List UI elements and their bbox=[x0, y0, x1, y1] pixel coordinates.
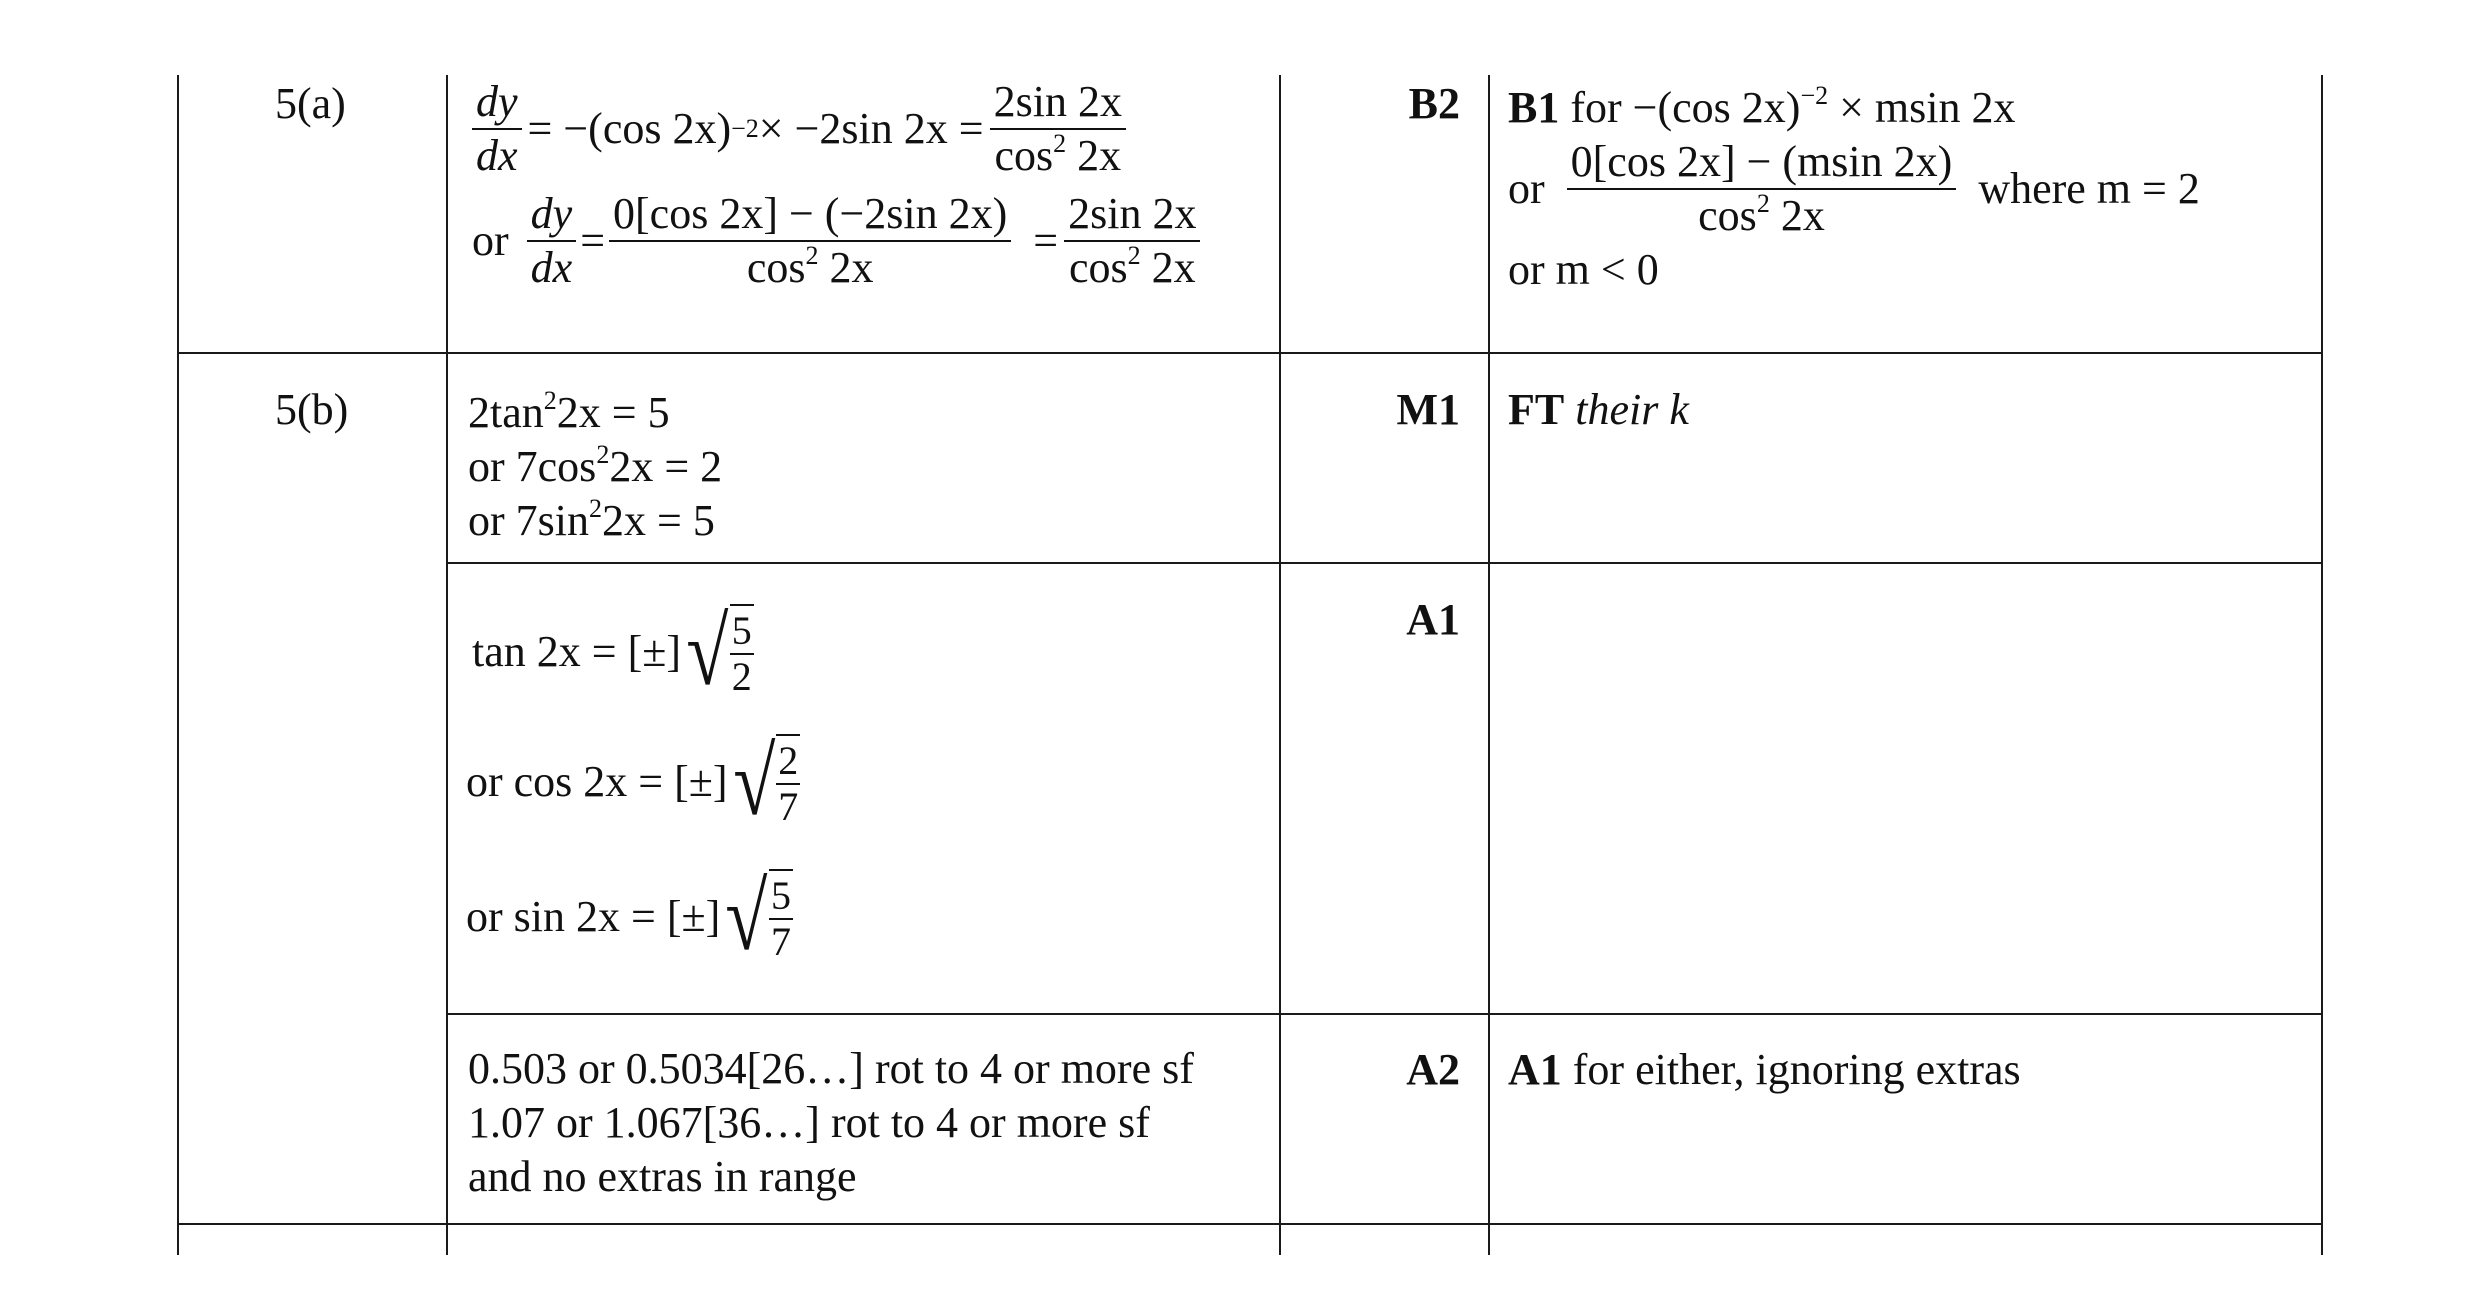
sin-equation: or sin 2x = [±] √ $\frac{5}{7}$ bbox=[466, 863, 791, 970]
answer-5b-part2 bbox=[466, 592, 1272, 982]
guidance-5a-line1: B1 for −(cos 2x)$^{-2}$ × msin 2x bbox=[1508, 81, 2016, 132]
quotient-rule-fraction: $\frac{0[\cos 2x] - (-2\sin 2x)}{\cos^2 2x}$ bbox=[609, 192, 1011, 290]
derivative-fraction: $\frac{dy}{dx}$ bbox=[472, 80, 522, 178]
mark-5b-part1: M1 bbox=[1396, 385, 1460, 434]
sqrt-icon: √ $\frac{5}{2}$ bbox=[686, 598, 752, 705]
column-divider-3 bbox=[1488, 75, 1490, 1255]
column-divider-2 bbox=[1279, 75, 1281, 1255]
question-label-5b: 5(b) bbox=[275, 385, 349, 434]
row-divider-bottom bbox=[177, 1223, 2323, 1225]
mark-5a: B2 bbox=[1408, 79, 1460, 128]
guidance-fraction: $\frac{0[\cos 2x] - (msin 2x)}{\cos^2 2x}$ bbox=[1567, 140, 1957, 238]
answer-5b-part1: $2\tan^22x = 5$ or $7\cos^22x = 2$ or $7\sin^22x = 5$ bbox=[468, 386, 723, 545]
row-divider-5a-5b bbox=[177, 352, 2323, 354]
answer-5a bbox=[472, 77, 1272, 292]
guidance-5a bbox=[1508, 81, 2308, 294]
answer-5a-line1: $\frac{dy}{dx}$ = −(cos 2x) −2 × −2sin 2x = $\frac{2\sin 2x}{\cos^2 2x}$ bbox=[472, 80, 1272, 178]
result-fraction: $\frac{2\sin 2x}{\cos^2 2x}$ bbox=[990, 80, 1126, 178]
table-border-right bbox=[2321, 75, 2323, 1255]
derivative-fraction-2: $\frac{dy}{dx}$ bbox=[527, 192, 577, 290]
table-border-left bbox=[177, 75, 179, 1255]
tan-equation: tan 2x = [±] √ $\frac{5}{2}$ bbox=[472, 598, 752, 705]
guidance-5a-line3: or m < 0 bbox=[1508, 245, 1659, 294]
sqrt-icon: √ $\frac{2}{7}$ bbox=[732, 728, 799, 835]
guidance-5a-line2: or $\frac{0[\cos 2x] - (msin 2x)}{\cos^2 2x}$ where m = 2 bbox=[1508, 137, 2200, 240]
mark-5b-part2: A1 bbox=[1406, 595, 1460, 644]
answer-5b-part3: 0.503 or 0.5034[26…] rot to 4 or more sf 1.07 or 1.067[36…] rot to 4 or more sf and no extras in range bbox=[468, 1044, 1194, 1201]
guidance-5b-part1: FT their k bbox=[1508, 385, 1689, 434]
question-label-5a: 5(a) bbox=[275, 79, 346, 128]
mark-5b-part3: A2 bbox=[1406, 1045, 1460, 1094]
result-fraction-2: $\frac{2\sin 2x}{\cos^2 2x}$ bbox=[1064, 192, 1200, 290]
sqrt-icon: √ $\frac{5}{7}$ bbox=[725, 863, 791, 970]
row-divider-5b-part1 bbox=[446, 562, 2323, 564]
column-divider-1 bbox=[446, 75, 448, 1255]
cos-equation: or cos 2x = [±] √ $\frac{2}{7}$ bbox=[466, 728, 799, 835]
row-divider-5b-part2 bbox=[446, 1013, 2323, 1015]
guidance-5b-part3: A1 for either, ignoring extras bbox=[1508, 1045, 2021, 1094]
answer-5a-line2: or $\frac{dy}{dx}$ = $\frac{0[\cos 2x] - (-2\sin 2x)}{\cos^2 2x}$ = $\frac{2\sin 2x}{\cos^2 2x}$ bbox=[472, 192, 1272, 290]
